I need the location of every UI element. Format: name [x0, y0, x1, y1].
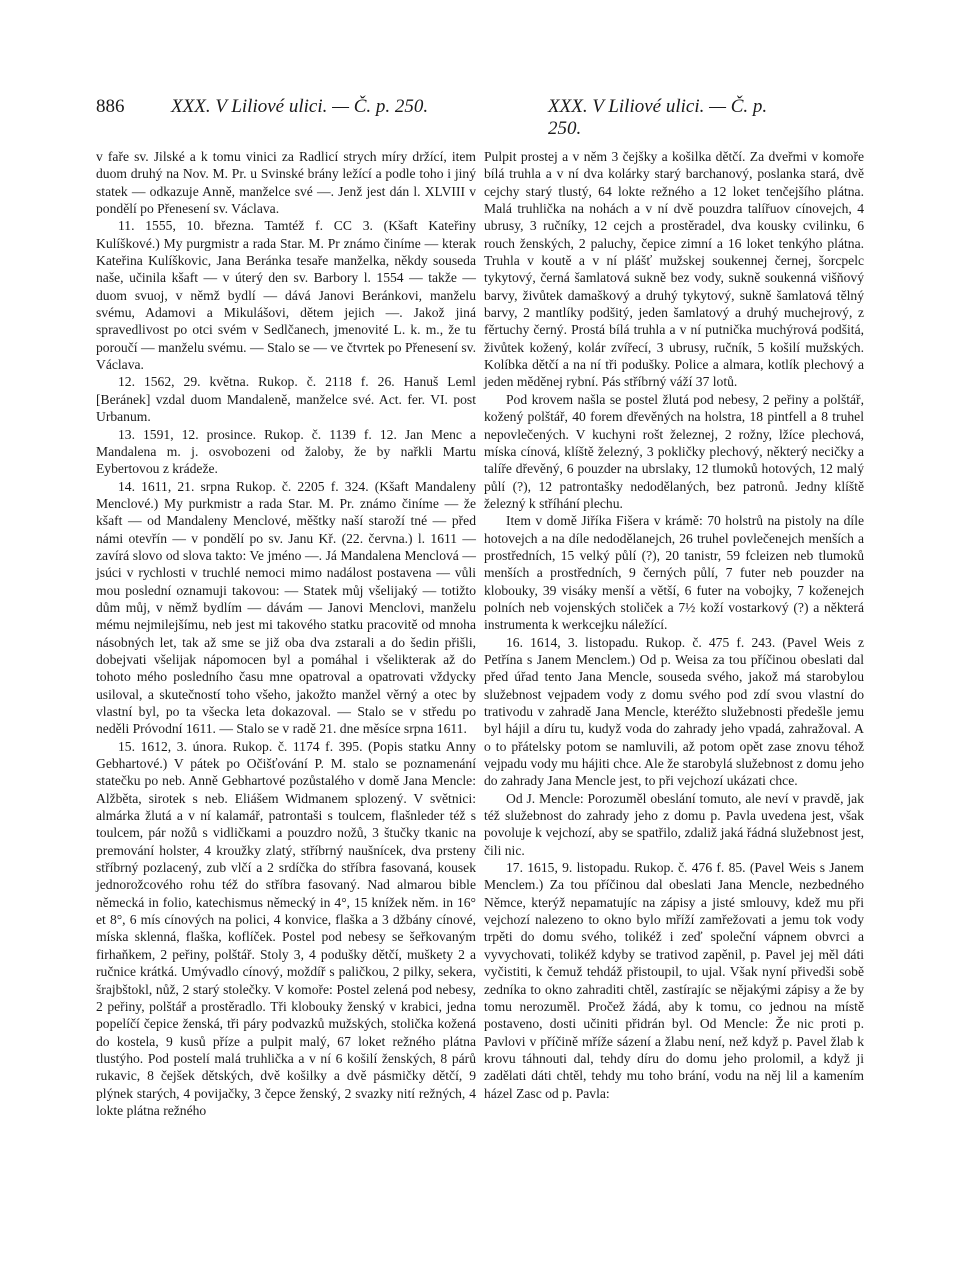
paragraph: Pod krovem našla se postel žlutá pod nebesy, 2 peřiny a polštář, kožený polštář, 40 forem dřevěných na holstra, 18 pintfell a 8 truhel nepovlečených. V kuchyni rošt železnej, 2 rožny, lžíce plechová, míska cínová, klíště železný, 3 pokličky plechový, některý necičky a talíře dřevěný, 6 pouzder na ubrslaky, 12 tlumoků hotových, 12 malý půlí (?), 12 patrontašky nedodělaných, bez patronů. Jedny klíště železný k stříhání plechu. — [484, 391, 864, 511]
running-title-right: XXX. V Liliové ulici. — Č. p. 250. — [548, 96, 768, 139]
right-text-column — [484, 148, 864, 1102]
paragraph: 16. 1614, 3. listopadu. Rukop. č. 475 f. 243. (Pavel Weis z Petřína s Janem Menclem.) Od p. Weisa za tou příčinou obeslati dal před úřad tento Jana Mencle, souseda svého, jakož má starobylou služebnost vejpadem vody z domu svého pod zdí svou vlastní do trativodu v zahradě Jana Mencle, kteréžto služebnosti předešle jemu byl hájil a díru tu, kudyž voda do zahrady jeho vpadá, zahražoval. A o to přátelsky potom se namluvili, až potom opět zase znovu téhož vejpadu vody mu hájiti chce. Ale že starobylá služebnost z domu jeho do zahrady Jana Mencle jest, to při vejchozí ukázati chce. — [484, 634, 864, 789]
paragraph: v faře sv. Jilské a k tomu vinici za Radlicí strych míry držící, item duom druhý na Nov. M. Pr. u Svinské brány ležící a podle toho i jiný statek — odkazuje Anně, manželce své —. Jenž jest dán l. XLVIII v pondělí po Přenesení sv. Václava. — [96, 149, 476, 217]
running-header — [96, 96, 796, 139]
paragraph: 15. 1612, 3. února. Rukop. č. 1174 f. 395. (Popis statku Anny Gebhartové.) V pátek po Očišťování P. M. stalo se poznamenání statečku po neb. Anně Gebhartové pozůstalého v domě Jana Mencle: Alžběta, sirotek s neb. Eliášem Widmanem splozený. V světnici: almárka žlutá a v ní kalamář, patrontaši s toulcem, flašnleder též s toulcem, pár nožů s vidličkami a pouzdro nožů, 3 štučky tkanic na premování holster, 4 kroužky zlatý, stříbrný naušnícek, dva prsteny stříbrný pozlacený, zub vlčí a 2 srdíčka do stříbra fasovaná, kousek jednorožcového rohu též do stříbra fasovaný. Nad almarou bible německá in folio, katechismus německý in 4°, 15 knížek něm. in 16° et 8°, 6 mís cínových na polici, 4 konvice, flaška a 3 džbány cínové, míska sklenná, flaška, koflíček. Postel pod nebesy se šeřkovaným firhaňkem, 2 peřiny, polštář. Stoly 3, 4 podušky dětčí, muškety 2 a ručnice krátká. Umývadlo cínový, moždíř s paličkou, 2 pilky, sekera, šrajbštokl, nůž, 2 starý stolečky. V komoře: Postel zelená pod nebesy, 2 peřiny, polštář a prostěradlo. Tři klobouky ženský v krabici, jedna popelíčí čepice ženská, tři páry podvazků mužských, stolička kožená do kostela, 9 kusů příze a pulpit malý, 67 loket režného plátna tlustýho. Pod postelí malá truhlička a v ní 6 košilí ženských, 8 párů rukavic, 8 čejšek dětských, dvě košilky a dvě pásmičky dětčí, 9 plýnek starých, 4 povijačky, 3 čepce ženský, 2 svazky nití režných, 4 lokte plátna režného — [96, 738, 476, 1118]
left-text-column — [96, 148, 476, 1119]
paragraph: 14. 1611, 21. srpna Rukop. č. 2205 f. 324. (Kšaft Mandaleny Menclové.) My purkmistr a rada Star. M. Pr. známo činíme — že kšaft — od Mandaleny Menclové, měštky naší staroží tné — před námi otevřín — v pondělí po sv. Janu Kř. (22. června.) l. 1611 — zavírá slovo od slova takto: Ve jméno —. Já Mandalena Menclová — jsúci v rychlosti v truchlé nemoci mimo nadálost postavena — vůli mou poslední oznamuji takovou: — Statek můj všelijaký — totižto dům můj, v němž bydlím — dávám — Janovi Menclovi, manželu mému nejmilejšímu, neb jest mi takového statku pracovitě od mnoha násobných let, tak až sme se již oba dva zstarali a do šedin přišli, dobejvati všelijak nápomocen byl a pomáhal i všelikterak až do tohoto mého posledního času mne opatroval a opatrovati vždycky usiloval, a skutečností toho všeho, jakožto manžel věrný a otec by vlastní byl, po ta všecka leta dokazoval. — Stalo se v středu po neděli Próvodní 1611. — Stalo se v radě 21. dne měsíce srpna 1611. — [96, 478, 476, 737]
paragraph: Item v domě Jiříka Fišera v krámě: 70 holstrů na pistoly na díle hotovejch a na díle nedodělanejch, 26 truhel povlečenejch menších a prostředních, 15 velký půlí (?), 20 tanistr, 59 fcleizen neb tlumoků menších a prostředních, 9 černých půlí, 7 futer neb pouzder na klobouky, 39 visáky menší a větší, 6 futer na vobojky, 7 koženejch polních neb vojenských stoliček a 7½ koží vostarkový (?) a některá instrumenta k werkcejku náležící. — [484, 513, 864, 633]
paragraph: 11. 1555, 10. března. Tamtéž f. CC 3. (Kšaft Kateřiny Kulíškové.) My purgmistr a rada Star. M. Pr známo činíme — kterak Kateřina Kulíškovic, Jana Beránka tesaře manželka, někdy souseda naše, učinila kšaft — v úterý den sv. Barbory l. 1554 — takže — duom svuoj, v němž bydlí — dává Janovi Beránkovi, manželu svému, Adamovi a Mikulášovi, dětem jejich —. Jakož jiná spravedlivost po otci svém v Sedlčanech, jmenovité L. k. m., že tu poroučí — manželu svému. — Stalo se — ve čtvrtek po Přenesení sv. Václava. — [96, 218, 476, 373]
paragraph: 12. 1562, 29. května. Rukop. č. 2118 f. 26. Hanuš Leml [Beránek] vzdal duom Mandaleně, manželce své. Act. fer. VI. post Urbanum. — [96, 374, 476, 425]
running-title-left: XXX. V Liliové ulici. — Č. p. 250. — [171, 96, 429, 117]
paragraph: 17. 1615, 9. listopadu. Rukop. č. 476 f. 85. (Pavel Weis s Janem Menclem.) Za tou příčinou dal obeslati Jana Mencle, nezbedného Němce, kterýž nepamatujíc na zápisy a jisté smlouvy, kdež mu při vejchozí nalezeno to okno bylo mříží zamřežovati a jemu tok vody trpěti do domu svého, tolikéž i zeď společní vápnem obvrci a vyvychovati, tolikéž kdyby se trativod zapěnil, p. Pavel jej měl dáti vyčistiti, k čemuž tehdáž přistoupil, to ujal. Však nyní přivedši sobě zedníka to okno zahraditi chtěl, zastírajíc se nějakými zápisy a že by tomu nerozuměl. Pročež žádá, aby k tomu, co jednou na místě postaveno, dosti učiniti přidrán byl. Od Mencle: Že nic proti p. Pavlovi v příčině mříže sázení a žlabu není, než když p. Pavel žlab k krovu táhnouti dal, tehdy díru do domu jeho prolomil, a když ji zadělati dáti chtěl, tehdy mu toho brání, vodu na něj lil a kamením házel Zasc od p. Pavla: — [484, 860, 864, 1101]
paragraph: Od J. Mencle: Porozuměl obeslání tomuto, ale neví v pravdě, jak též služebnost do zahrady jeho z domu p. Pavla uvedena jest, však povoluje k vejchozí, aby se spatřilo, zdaliž jaká řádná služebnost jest, čili nic. — [484, 790, 864, 858]
paragraph: 13. 1591, 12. prosince. Rukop. č. 1139 f. 12. Jan Menc a Mandalena m. j. osvobozeni od žaloby, že by nařkli Martu Eybertovou z krádeže. — [96, 426, 476, 477]
page-number: 886 — [96, 96, 125, 117]
paragraph: Pulpit prostej a v něm 3 čejšky a košilka dětčí. Za dveřmi v komoře bílá truhla a v ní dva kolárky starý barchanový, poslanka stará, dvě cejchy starý tlustý, 64 lokte režného a 12 loket tenčejšího plátna. Malá truhlička na nohách a v ní dvě pouzdra talířuov cínovejch, 4 ubrusy, 3 ručníky, 12 cejch a prostěradel, dva kousky cvilinku, 6 rouch ženských, 2 paluchy, čepice zimní a 16 loket tenkýho plátna. Truhla v koutě a v ní plášť mužskej soukennej černej, šorcpelc tykytový, černá šamlatová sukně bez vody, sukně soukenná višňový barvy, živůtek damaškový a druhý tykytový, sukně šamlatová tělný barvy, 2 mantlíky podšitý, jeden šamlatový a druhý muchejrový, z fěrtuchy černý. Prostá bílá truhla a v ní putnička muchýrová podšitá, živůtek kožený, kolár zvířecí, 3 ubrusy, ručník, 5 košilí mužských. Kolíbka dětčí a na ní tři podušky. Police a almara, kotlík plechový a jeden měděnej rybní. Pás stříbrný váží 37 lotů. — [484, 149, 864, 390]
